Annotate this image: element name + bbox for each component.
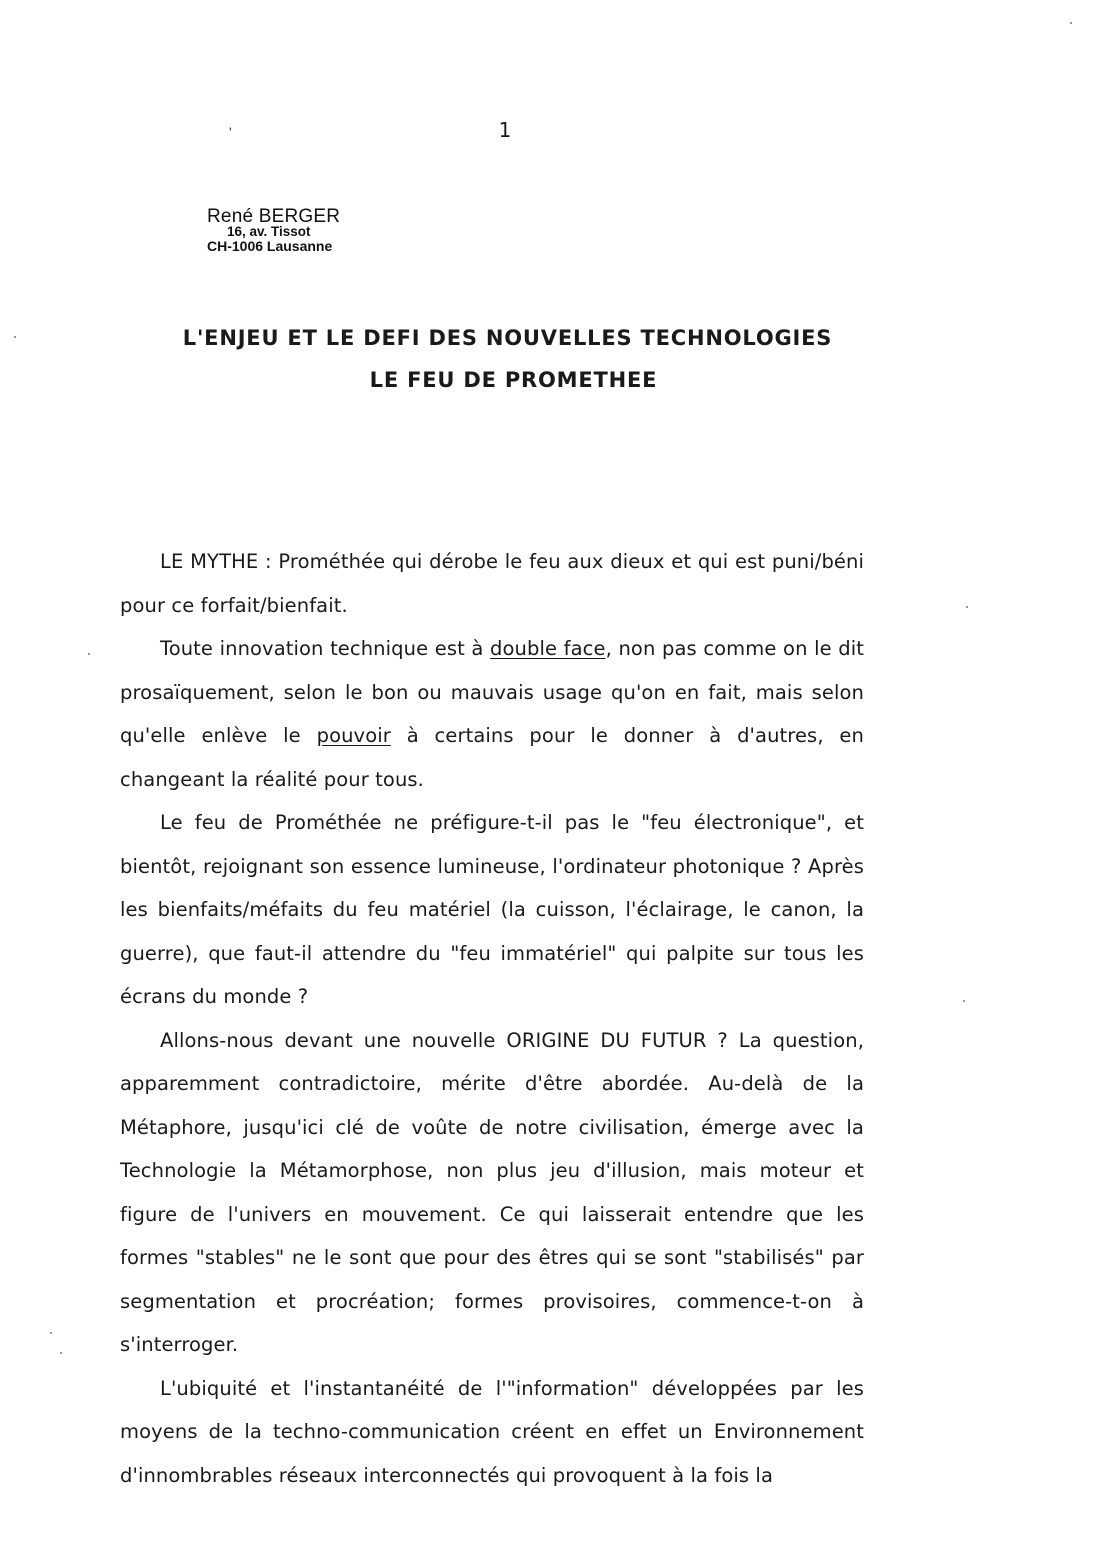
scan-speck [963, 1000, 965, 1002]
address-stamp [207, 207, 340, 253]
paragraph-myth: LE MYTHE : Prométhée qui dérobe le feu aux dieux et qui est puni/béni pour ce forfait/bienfait. [120, 550, 864, 617]
scan-speck [14, 336, 16, 338]
title-line-1: L'ENJEU ET LE DEFI DES NOUVELLES TECHNOLOGIES [182, 326, 833, 350]
scan-speck [966, 606, 968, 608]
author-city: CH-1006 Lausanne [207, 237, 333, 254]
paragraph-origin-of-future: Allons-nous devant une nouvelle ORIGINE DU FUTUR ? La question, apparemment contradictoire, mérite d'être abordée. Au-delà de la Métaphore, jusqu'ici clé de voûte de notre civilisation, émerge avec la Technologie la Métamorphose, non plus jeu d'illusion, mais moteur et figure de l'univers en mouvement. Ce qui laisserait entendre que les formes "stables" ne le sont que pour des êtres qui se sont "stabilisés" par segmentation et procréation; formes provisoires, commence-t-on à s'interroger. [120, 1028, 864, 1356]
paragraph-ubiquity: L'ubiquité et l'instantanéité de l'"information" développées par les moyens de la techno-communication créent en effet un Environnement d'innombrables réseaux interconnectés qui provoquent à la fois la [120, 1376, 864, 1487]
underlined-pouvoir: pouvoir [316, 724, 391, 747]
title-line-2: LE FEU DE PROMETHEE [369, 368, 658, 392]
paragraph-innovation-text-b: , non pas comme on le dit prosaïquement, selon le bon ou mauvais usage qu'on en fait, mais selon qu'elle enlève le [120, 637, 865, 747]
scan-speck [88, 653, 90, 655]
paragraph-innovation [120, 627, 864, 801]
page-number: 1 [498, 118, 512, 142]
underlined-double-face: double face [490, 637, 606, 660]
scan-speck [60, 1352, 62, 1354]
author-name: René BERGER [207, 206, 341, 227]
document-title [0, 326, 1015, 392]
author-street: 16, av. Tissot [227, 224, 311, 239]
scan-speck [50, 1332, 52, 1334]
scan-speck [1070, 22, 1072, 24]
paragraph-innovation-text-a: Toute innovation technique est à [160, 637, 491, 660]
margin-mark: ' [229, 124, 232, 140]
paragraph-innovation-text-c: à certains pour le donner à d'autres, en changeant la réalité pour tous. [120, 724, 864, 791]
paragraph-electronic-fire: Le feu de Prométhée ne préfigure-t-il pas le "feu électronique", et bientôt, rejoignant son essence lumineuse, l'ordinateur photonique ? Après les bienfaits/méfaits du feu matériel (la cuisson, l'éclairage, le canon, la guerre), que faut-il attendre du "feu immatériel" qui palpite sur tous les écrans du monde ? [120, 811, 864, 1008]
body-text [120, 540, 864, 1497]
